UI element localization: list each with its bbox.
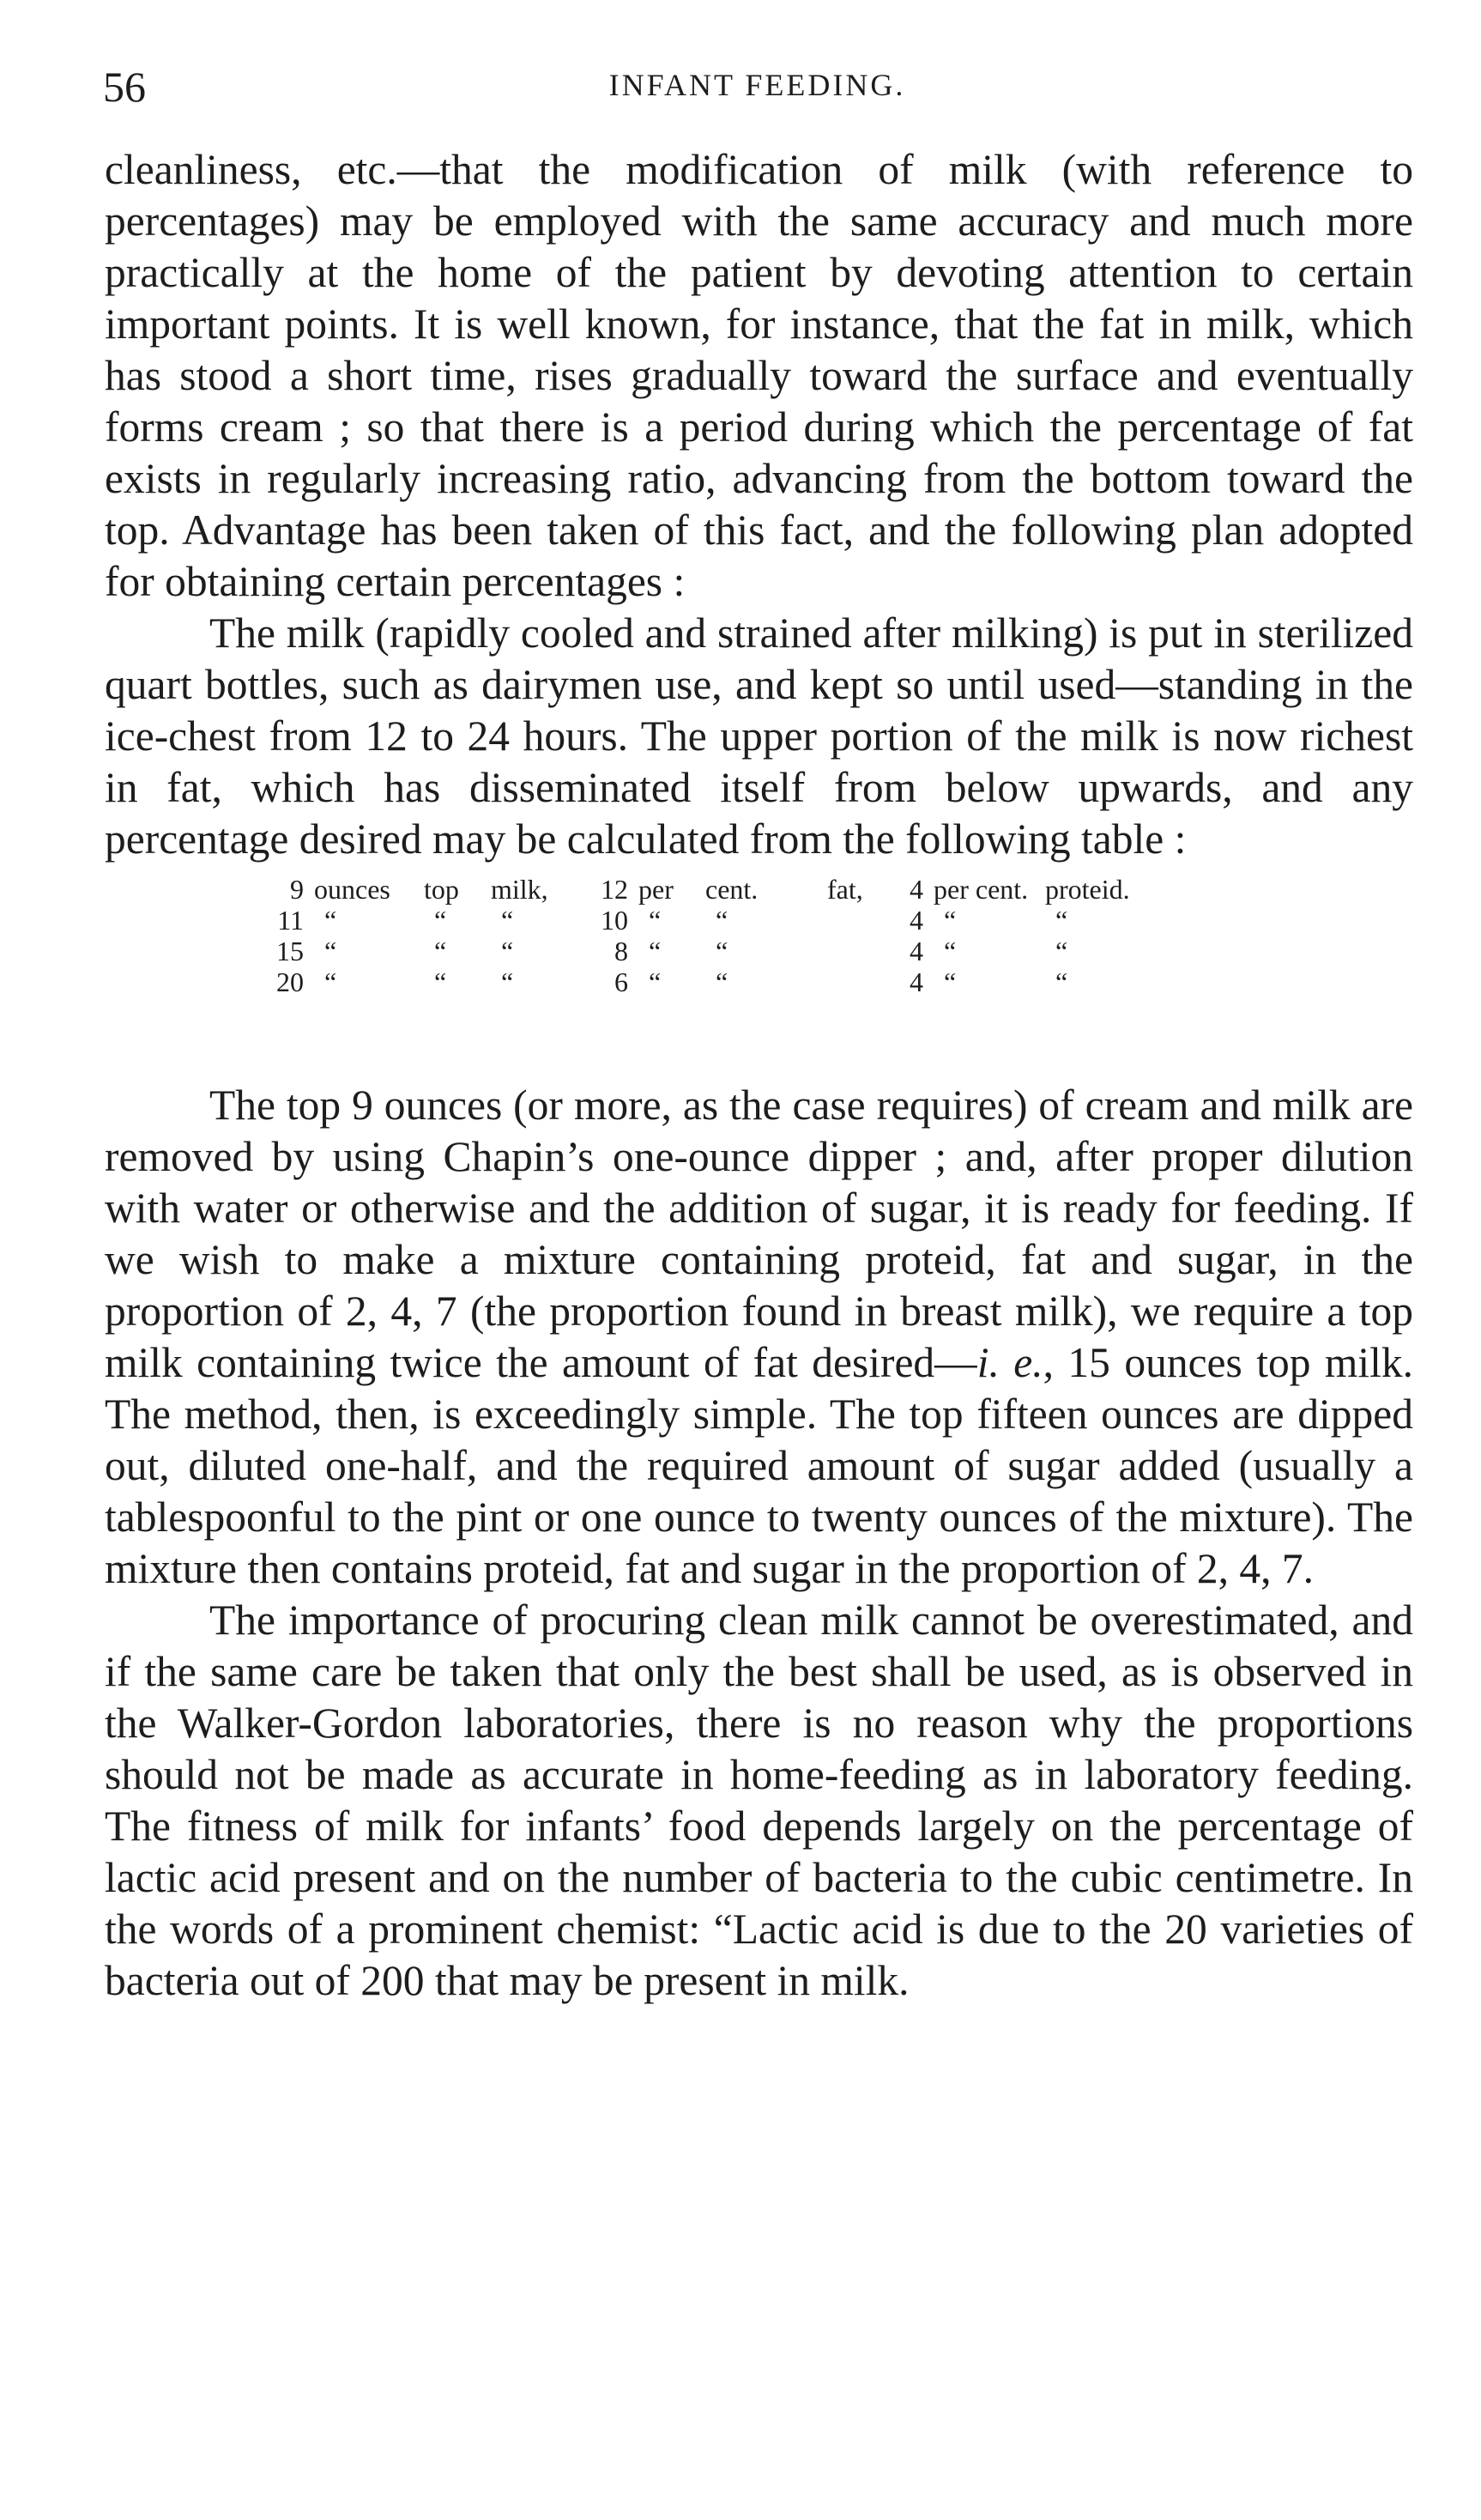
table-cell: top: [424, 874, 459, 905]
ditto-mark: “: [1055, 936, 1068, 966]
ditto-mark: “: [324, 966, 337, 997]
ditto-mark: “: [434, 936, 447, 966]
ditto-mark: “: [501, 905, 514, 936]
paragraph-3-part-1: The top 9 ounces (or more, as the case requires) of cream and milk are removed by using Chapin’s one-ounce dipper ; and, after proper dilution with water or otherwise and the addition of sugar, it is ready for feeding. If we wish to make a mixture containing proteid, fat and sugar, in the proportion of 2, 4, 7 (the proportion found in breast milk), we require a top milk containing twice the amount of fat desired—: [105, 1081, 1413, 1386]
table-cell: 11: [277, 905, 304, 936]
ditto-mark: “: [649, 936, 662, 966]
table-row: [259, 874, 1460, 905]
table-cell: 4: [910, 936, 923, 966]
ditto-mark: “: [1055, 966, 1068, 997]
ditto-mark: “: [434, 905, 447, 936]
ditto-mark: “: [324, 936, 337, 966]
table-cell: 12: [601, 874, 628, 905]
table-cell: cent.: [705, 874, 759, 905]
ditto-mark: “: [716, 905, 728, 936]
table-cell: 10: [601, 905, 628, 936]
ditto-mark: “: [649, 966, 662, 997]
table-cell: 4: [910, 966, 923, 997]
running-title: INFANT FEEDING.: [608, 68, 906, 102]
table-cell: 4: [910, 905, 923, 936]
milk-percentage-table: [259, 874, 1460, 997]
paragraph-3-part-2: , 15 ounces top milk. The method, then, is exceedingly simple. The top fifteen ounces are dipped out, diluted one-half, and the required amount of sugar added (usually a tablespoonful to the pint or one ounce to twenty ounces of the mixture). The mixture then contains proteid, fat and sugar in the proportion of 2, 4, 7.: [105, 1339, 1413, 1592]
table-cell: 8: [614, 936, 628, 966]
ditto-mark: “: [324, 905, 337, 936]
table-cell: fat,: [827, 874, 863, 905]
ditto-mark: “: [434, 966, 447, 997]
table-cell: proteid.: [1045, 874, 1130, 905]
paragraph-3: [105, 1080, 1413, 1595]
paragraph-4: The importance of procuring clean milk cannot be overestimated, and if the same care be taken that only the best shall be used, as is observed in the Walker-Gordon laboratories, there is no reason why the proportions should not be made as accurate in home-feeding as in laboratory feeding. The fitness of milk for infants’ food depends largely on the percentage of lactic acid present and on the number of bacteria to the cubic centimetre. In the words of a prominent chemist: “Lactic acid is due to the 20 varieties of bacteria out of 200 that may be present in milk.: [105, 1596, 1413, 2004]
running-head: [103, 62, 1411, 117]
ditto-mark: “: [1055, 905, 1068, 936]
ditto-mark: “: [501, 936, 514, 966]
table-cell: 9: [290, 874, 304, 905]
ditto-mark: “: [716, 936, 728, 966]
table-cell: [934, 874, 1045, 906]
table-cell: 6: [614, 966, 628, 997]
paragraph-2: The milk (rapidly cooled and strained after milking) is put in sterilized quart bottles, such as dairymen use, and kept so until used—standing in the ice-chest from 12 to 24 hours. The upper portion of the milk is now richest in fat, which has disseminated itself from below upwards, and any percentage desired may be calculated from the following table :: [105, 609, 1413, 863]
page-number: 56: [103, 63, 146, 111]
table-cell-part: per: [934, 874, 969, 905]
table-row: [259, 936, 1460, 966]
ditto-mark: “: [944, 966, 957, 997]
body-text: [105, 144, 1413, 2007]
table-row: [259, 905, 1460, 936]
table-cell: milk,: [491, 874, 548, 905]
table-cell: per: [638, 874, 674, 905]
ditto-mark: “: [944, 936, 957, 966]
ditto-mark: “: [501, 966, 514, 997]
table-cell: ounces: [314, 874, 390, 905]
paragraph-1: cleanliness, etc.—that the modification of milk (with reference to percentages) may be employed with the same accuracy and much more practically at the home of the patient by devoting attention to certain important points. It is well known, for instance, that the fat in milk, which has stood a short time, rises gradually toward the surface and eventually forms cream ; so that there is a period during which the percentage of fat exists in regularly increasing ratio, advancing from the bottom toward the top. Advantage has been taken of this fact, and the following plan adopted for obtaining certain percentages :: [105, 146, 1413, 605]
ditto-mark: “: [944, 905, 957, 936]
ditto-mark: “: [649, 905, 662, 936]
table-row: [259, 966, 1460, 997]
table-cell: 15: [276, 936, 304, 966]
ditto-mark: “: [716, 966, 728, 997]
table-cell-part: cent.: [975, 874, 1029, 905]
abbreviation-ie: i. e.: [976, 1339, 1043, 1386]
table-cell: 4: [910, 874, 923, 905]
table-cell: 20: [276, 966, 304, 997]
